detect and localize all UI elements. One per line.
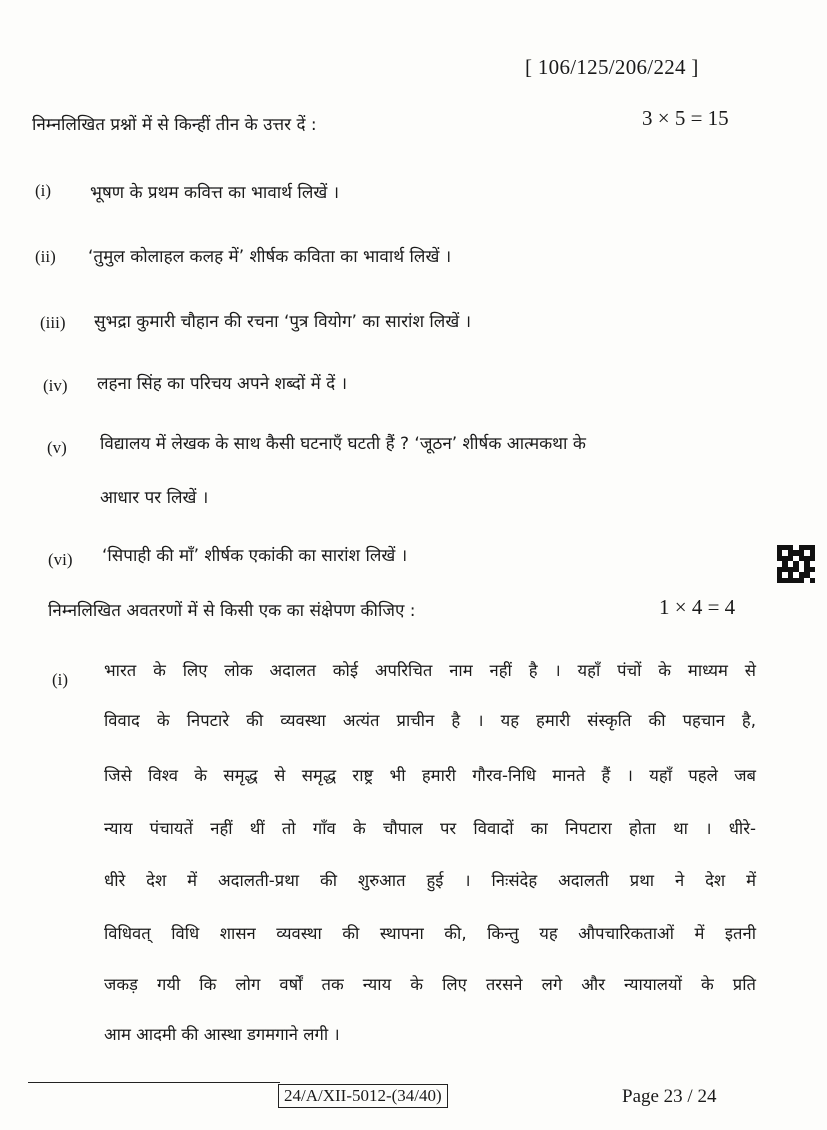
section2-marks: 1 × 4 = 4 xyxy=(659,595,736,619)
question-text: लहना सिंह का परिचय अपने शब्दों में दें । xyxy=(97,374,348,394)
question-text: भूषण के प्रथम कवित्त का भावार्थ लिखें । xyxy=(90,183,340,203)
question-number: (v) xyxy=(47,438,67,457)
question-number: (vi) xyxy=(48,550,73,569)
qr-code xyxy=(777,545,815,583)
passage-number: (i) xyxy=(52,670,69,689)
passage-line: विवाद के निपटारे की व्यवस्था अत्यंत प्राचीन है । यह हमारी संस्कृति की पहचान है, xyxy=(104,711,756,730)
passage-line: जिसे विश्व के समृद्ध से समृद्ध राष्ट्र भी हमारी गौरव-निधि मानते हैं । यहाँ पहले जब xyxy=(104,766,756,785)
paper-code: [ 106/125/206/224 ] xyxy=(525,55,699,79)
passage xyxy=(104,0,756,1070)
passage-line: न्याय पंचायतें नहीं थीं तो गाँव के चौपाल पर विवादों का निपटारा होता था । धीरे- xyxy=(104,819,756,838)
footer-rule xyxy=(28,1082,280,1083)
footer-paper-code: 24/A/XII-5012-(34/40) xyxy=(278,1084,448,1108)
question-text: ‘सिपाही की माँ’ शीर्षक एकांकी का सारांश लिखें । xyxy=(102,546,408,566)
passage-line: धीरे देश में अदालती-प्रथा की शुरुआत हुई । निःसंदेह अदालती प्रथा ने देश में xyxy=(104,871,756,890)
question-number: (ii) xyxy=(35,247,56,266)
question-number: (i) xyxy=(35,181,52,200)
passage-line: जकड़ गयी कि लोग वर्षों तक न्याय के लिए तरसने लगे और न्यायालयों के प्रति xyxy=(104,975,756,994)
question-number: (iii) xyxy=(40,313,66,332)
question-number: (iv) xyxy=(43,376,68,395)
section2-instruction: निम्नलिखित अवतरणों में से किसी एक का संक्षेपण कीजिए : xyxy=(48,601,416,621)
page-number: Page 23 / 24 xyxy=(622,1086,717,1107)
passage-line: आम आदमी की आस्था डगमगाने लगी । xyxy=(104,1025,340,1044)
question-text: सुभद्रा कुमारी चौहान की रचना ‘पुत्र वियोग’ का सारांश लिखें । xyxy=(94,312,472,332)
question-text-continued: आधार पर लिखें । xyxy=(100,488,209,508)
passage-line: विधिवत् विधि शासन व्यवस्था की स्थापना की, किन्तु यह औपचारिकताओं में इतनी xyxy=(104,924,756,943)
section1-instruction: निम्नलिखित प्रश्नों में से किन्हीं तीन के उत्तर दें : xyxy=(32,115,317,135)
question-text: ‘तुमुल कोलाहल कलह में’ शीर्षक कविता का भावार्थ लिखें । xyxy=(88,247,452,267)
passage-line: भारत के लिए लोक अदालत कोई अपरिचित नाम नहीं है । यहाँ पंचों के माध्यम से xyxy=(104,661,756,680)
section1-marks: 3 × 5 = 15 xyxy=(642,106,729,130)
question-text: विद्यालय में लेखक के साथ कैसी घटनाएँ घटती हैं ? ‘जूठन’ शीर्षक आत्मकथा के xyxy=(100,434,586,454)
